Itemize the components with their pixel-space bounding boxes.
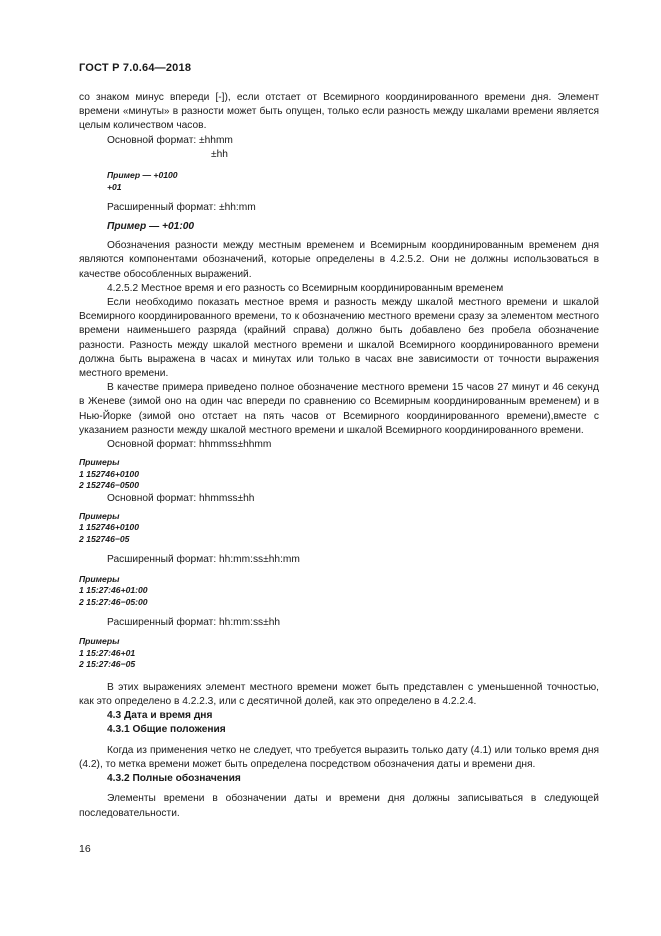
example-b-2: 2 152746−05 [79, 533, 130, 544]
example-b-1: 1 152746+0100 [79, 522, 139, 533]
basic-format-alt: ±hh [211, 148, 228, 160]
example-d-2: 2 15:27:46−05 [79, 659, 136, 670]
paragraph-general: Когда из применения четко не следует, что требуется выразить только дату (4.1) или только время дня (4.2), то метка времени может быть определена посредством обозначения даты и времени дня. [79, 744, 599, 770]
examples-title-a: Примеры [79, 457, 120, 468]
paragraph-precision: В этих выражениях элемент местного времени может быть представлен с уменьшенной точностью, как это определено в 4.2.2.3, или с десятичной долей, как это определено в 4.2.2.4. [79, 681, 599, 708]
examples-title-b: Примеры [79, 510, 120, 521]
section-heading-4-3-2: 4.3.2 Полные обозначения [107, 773, 241, 785]
section-heading-4-2-5-2: 4.2.5.2 Местное время и его разность со Всемирным координированным временем [107, 282, 504, 294]
page-number: 16 [79, 843, 91, 855]
document-header: ГОСТ Р 7.0.64—2018 [79, 62, 192, 74]
format-b: Основной формат: hhmmss±hh [107, 492, 255, 504]
example-c-2: 2 15:27:46−05:00 [79, 596, 148, 607]
example-c-1: 1 15:27:46+01:00 [79, 585, 148, 596]
section-heading-4-3: 4.3 Дата и время дня [107, 710, 213, 722]
example-extended: Пример — +01:00 [107, 221, 195, 233]
paragraph-full-notation: Элементы времени в обозначении даты и времени дня должны записываться в следующей последовательности. [79, 793, 599, 819]
example-d-1: 1 15:27:46+01 [79, 647, 136, 658]
paragraph-continuation: со знаком минус впереди [-]), если отстает от Всемирного координированного времени дня. Элемент времени «минуты» в разности может быть опущен, только если разность между шкалами времени является целым количеством часов. [79, 92, 599, 132]
example-a-1: 1 152746+0100 [79, 468, 139, 479]
section-heading-4-3-1: 4.3.1 Общие положения [107, 724, 226, 736]
paragraph-example-intro: В качестве примера приведено полное обозначение местного времени 15 часов 27 минут и 46 секунд в Женеве (зимой оно на один час впереди по сравнению со Всемирным координированным временем) и в Нью-Йорке (зимой оно отстает на пять часов от Всемирного координированного времени),вместе с указанием разности между шкалой местного времени и шкалой Всемирного координированного времени. [79, 382, 599, 436]
paragraph-local-time: Если необходимо показать местное время и разность между шкалой местного времени и шкалой Всемирного координированного времени, то к обозначению местного времени сразу за элементом местного времени наименьшего разряда (крайний справа) должно быть добавлено без пробела обозначение разности. Разность между шкалой местного времени и шкалой Всемирного координированного времени должна быть выражена в часах и минутах или только в часах вне зависимости от точности выражения местного времени. [79, 297, 599, 380]
example-continuation: +01 [107, 181, 122, 192]
document-body [79, 91, 599, 821]
extended-format-line: Расширенный формат: ±hh:mm [107, 202, 256, 214]
format-c: Расширенный формат: hh:mm:ss±hh:mm [107, 554, 300, 566]
examples-title-c: Примеры [79, 573, 120, 584]
format-a: Основной формат: hhmmss±hhmm [107, 439, 272, 451]
basic-format-line: Основной формат: ±hhmm [107, 134, 233, 146]
format-d: Расширенный формат: hh:mm:ss±hh [107, 617, 281, 629]
paragraph-offsets: Обозначения разности между местным временем и Всемирным координированным временем дня являются компонентами обозначений, которые определены в 4.2.5.2. Они не должны использоваться в качестве обособленных выражений. [79, 240, 599, 280]
example-a-2: 2 152746−0500 [79, 480, 139, 491]
example-line: Пример — +0100 [107, 170, 178, 181]
examples-title-d: Примеры [79, 636, 120, 647]
